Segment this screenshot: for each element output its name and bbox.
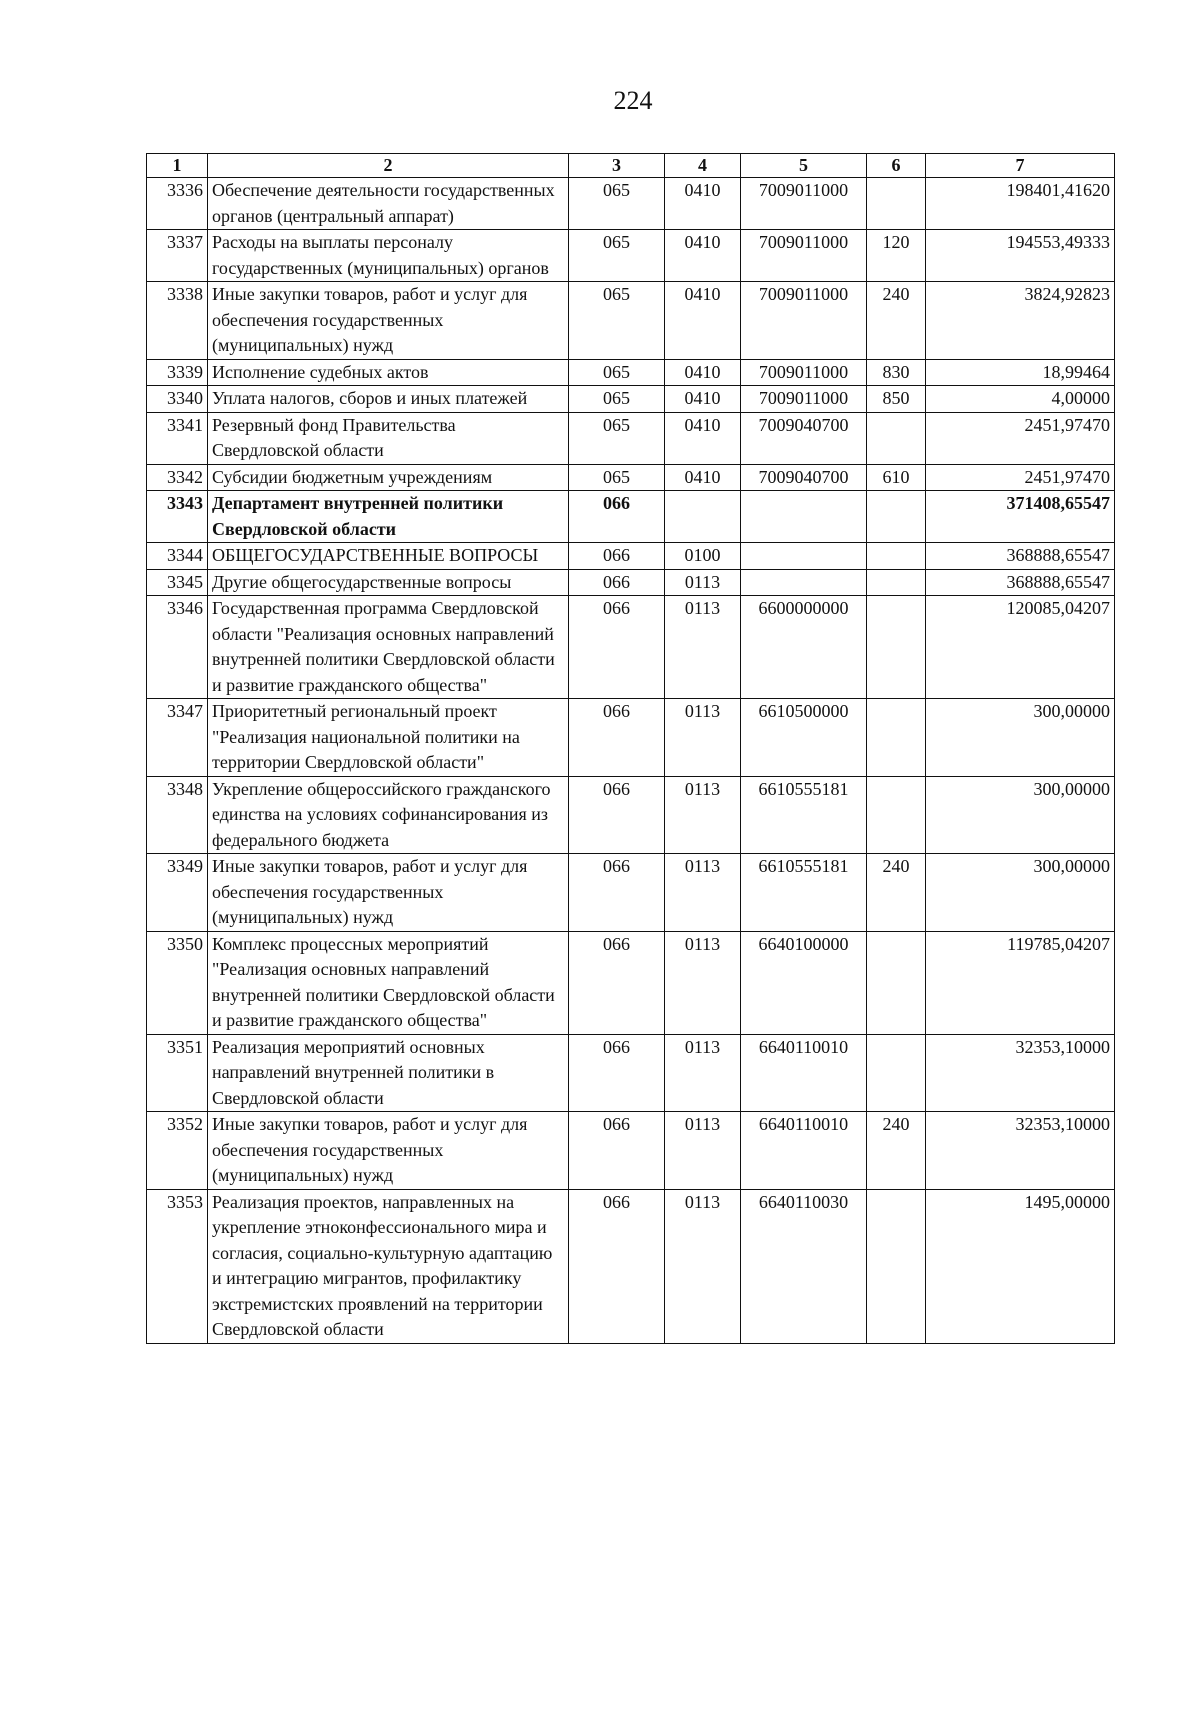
ministry-code: 066 (569, 1034, 665, 1112)
table-row (147, 230, 1115, 282)
ministry-code: 065 (569, 412, 665, 464)
page-number: 224 (613, 86, 653, 115)
expense-type-code (867, 412, 926, 464)
expense-type-code (867, 699, 926, 777)
table-row (147, 931, 1115, 1034)
amount: 18,99464 (926, 359, 1115, 386)
row-number: 3349 (147, 854, 208, 932)
item-name: Приоритетный региональный проект "Реализация национальной политики на территории Свердловской области" (208, 699, 569, 777)
target-article-code: 7009011000 (741, 359, 867, 386)
target-article-code: 6640110010 (741, 1034, 867, 1112)
table-row (147, 178, 1115, 230)
amount: 1495,00000 (926, 1189, 1115, 1343)
item-name: Иные закупки товаров, работ и услуг для обеспечения государственных (муниципальных) нужд (208, 282, 569, 360)
row-number: 3350 (147, 931, 208, 1034)
row-number: 3353 (147, 1189, 208, 1343)
expense-type-code (867, 178, 926, 230)
ministry-code: 066 (569, 596, 665, 699)
row-number: 3346 (147, 596, 208, 699)
table-row (147, 596, 1115, 699)
row-number: 3342 (147, 464, 208, 491)
ministry-code: 066 (569, 1189, 665, 1343)
header-row (147, 154, 1115, 178)
table-row (147, 776, 1115, 854)
section-code: 0113 (665, 931, 741, 1034)
target-article-code: 6640110030 (741, 1189, 867, 1343)
item-name: Реализация мероприятий основных направлений внутренней политики в Свердловской области (208, 1034, 569, 1112)
target-article-code: 7009040700 (741, 464, 867, 491)
budget-table (146, 153, 1115, 1344)
section-code: 0113 (665, 699, 741, 777)
row-number: 3348 (147, 776, 208, 854)
expense-type-code: 610 (867, 464, 926, 491)
expense-type-code: 120 (867, 230, 926, 282)
header-col-5: 5 (741, 154, 867, 178)
item-name: Другие общегосударственные вопросы (208, 569, 569, 596)
target-article-code: 6640110010 (741, 1112, 867, 1190)
expense-type-code: 830 (867, 359, 926, 386)
ministry-code: 066 (569, 1112, 665, 1190)
amount: 32353,10000 (926, 1034, 1115, 1112)
item-name: Расходы на выплаты персоналу государственных (муниципальных) органов (208, 230, 569, 282)
section-code: 0113 (665, 776, 741, 854)
item-name: Уплата налогов, сборов и иных платежей (208, 386, 569, 413)
row-number: 3340 (147, 386, 208, 413)
amount: 3824,92823 (926, 282, 1115, 360)
header-col-2: 2 (208, 154, 569, 178)
amount: 119785,04207 (926, 931, 1115, 1034)
section-code: 0113 (665, 854, 741, 932)
amount: 120085,04207 (926, 596, 1115, 699)
amount: 300,00000 (926, 699, 1115, 777)
table-row (147, 854, 1115, 932)
header-col-3: 3 (569, 154, 665, 178)
row-number: 3344 (147, 543, 208, 570)
section-code: 0410 (665, 178, 741, 230)
table-row (147, 699, 1115, 777)
target-article-code: 7009011000 (741, 386, 867, 413)
header-col-1: 1 (147, 154, 208, 178)
item-name: Комплекс процессных мероприятий "Реализация основных направлений внутренней политики Свердловской области и развитие гражданского общества" (208, 931, 569, 1034)
item-name: Иные закупки товаров, работ и услуг для обеспечения государственных (муниципальных) нужд (208, 854, 569, 932)
section-code: 0113 (665, 569, 741, 596)
item-name: Департамент внутренней политики Свердловской области (208, 491, 569, 543)
table-row (147, 386, 1115, 413)
item-name: Иные закупки товаров, работ и услуг для обеспечения государственных (муниципальных) нужд (208, 1112, 569, 1190)
amount: 194553,49333 (926, 230, 1115, 282)
item-name: Исполнение судебных актов (208, 359, 569, 386)
amount: 2451,97470 (926, 464, 1115, 491)
row-number: 3341 (147, 412, 208, 464)
amount: 300,00000 (926, 776, 1115, 854)
section-code: 0100 (665, 543, 741, 570)
table-row (147, 412, 1115, 464)
header-col-7: 7 (926, 154, 1115, 178)
section-code: 0113 (665, 1189, 741, 1343)
ministry-code: 065 (569, 282, 665, 360)
table-body (147, 178, 1115, 1344)
target-article-code (741, 491, 867, 543)
target-article-code: 7009040700 (741, 412, 867, 464)
target-article-code (741, 569, 867, 596)
amount: 368888,65547 (926, 569, 1115, 596)
ministry-code: 065 (569, 464, 665, 491)
amount: 4,00000 (926, 386, 1115, 413)
amount: 198401,41620 (926, 178, 1115, 230)
ministry-code: 066 (569, 776, 665, 854)
table-row (147, 1112, 1115, 1190)
table-row (147, 464, 1115, 491)
table-row (147, 282, 1115, 360)
target-article-code: 6610555181 (741, 854, 867, 932)
expense-type-code (867, 569, 926, 596)
target-article-code: 6610555181 (741, 776, 867, 854)
ministry-code: 066 (569, 931, 665, 1034)
table-row (147, 543, 1115, 570)
row-number: 3352 (147, 1112, 208, 1190)
ministry-code: 065 (569, 386, 665, 413)
ministry-code: 066 (569, 543, 665, 570)
item-name: Государственная программа Свердловской области "Реализация основных направлений внутренней политики Свердловской области и развитие гражданского общества" (208, 596, 569, 699)
table-row (147, 491, 1115, 543)
ministry-code: 066 (569, 854, 665, 932)
expense-type-code: 240 (867, 282, 926, 360)
row-number: 3345 (147, 569, 208, 596)
amount: 2451,97470 (926, 412, 1115, 464)
amount: 32353,10000 (926, 1112, 1115, 1190)
amount: 300,00000 (926, 854, 1115, 932)
expense-type-code (867, 596, 926, 699)
table-row (147, 359, 1115, 386)
item-name: Реализация проектов, направленных на укрепление этноконфессионального мира и согласия, социально-культурную адаптацию и интеграцию мигрантов, профилактику экстремистских проявлений на территории Свердловской области (208, 1189, 569, 1343)
expense-type-code: 240 (867, 1112, 926, 1190)
item-name: ОБЩЕГОСУДАРСТВЕННЫЕ ВОПРОСЫ (208, 543, 569, 570)
section-code (665, 491, 741, 543)
ministry-code: 065 (569, 230, 665, 282)
row-number: 3351 (147, 1034, 208, 1112)
expense-type-code (867, 1189, 926, 1343)
expense-type-code (867, 491, 926, 543)
item-name: Резервный фонд Правительства Свердловской области (208, 412, 569, 464)
ministry-code: 065 (569, 178, 665, 230)
row-number: 3343 (147, 491, 208, 543)
section-code: 0410 (665, 464, 741, 491)
target-article-code: 7009011000 (741, 230, 867, 282)
section-code: 0113 (665, 1034, 741, 1112)
row-number: 3347 (147, 699, 208, 777)
row-number: 3339 (147, 359, 208, 386)
section-code: 0410 (665, 282, 741, 360)
expense-type-code: 850 (867, 386, 926, 413)
row-number: 3336 (147, 178, 208, 230)
table-row (147, 1034, 1115, 1112)
section-code: 0410 (665, 359, 741, 386)
section-code: 0113 (665, 1112, 741, 1190)
ministry-code: 066 (569, 491, 665, 543)
item-name: Обеспечение деятельности государственных органов (центральный аппарат) (208, 178, 569, 230)
table-row (147, 569, 1115, 596)
target-article-code (741, 543, 867, 570)
section-code: 0410 (665, 386, 741, 413)
ministry-code: 066 (569, 699, 665, 777)
item-name: Укрепление общероссийского гражданского единства на условиях софинансирования из федерального бюджета (208, 776, 569, 854)
target-article-code: 6600000000 (741, 596, 867, 699)
header-col-4: 4 (665, 154, 741, 178)
table-row (147, 1189, 1115, 1343)
target-article-code: 6610500000 (741, 699, 867, 777)
target-article-code: 6640100000 (741, 931, 867, 1034)
row-number: 3338 (147, 282, 208, 360)
expense-type-code (867, 776, 926, 854)
header-col-6: 6 (867, 154, 926, 178)
ministry-code: 066 (569, 569, 665, 596)
expense-type-code: 240 (867, 854, 926, 932)
ministry-code: 065 (569, 359, 665, 386)
expense-type-code (867, 931, 926, 1034)
expense-type-code (867, 1034, 926, 1112)
section-code: 0410 (665, 412, 741, 464)
expense-type-code (867, 543, 926, 570)
target-article-code: 7009011000 (741, 178, 867, 230)
target-article-code: 7009011000 (741, 282, 867, 360)
section-code: 0113 (665, 596, 741, 699)
amount: 371408,65547 (926, 491, 1115, 543)
amount: 368888,65547 (926, 543, 1115, 570)
row-number: 3337 (147, 230, 208, 282)
item-name: Субсидии бюджетным учреждениям (208, 464, 569, 491)
section-code: 0410 (665, 230, 741, 282)
